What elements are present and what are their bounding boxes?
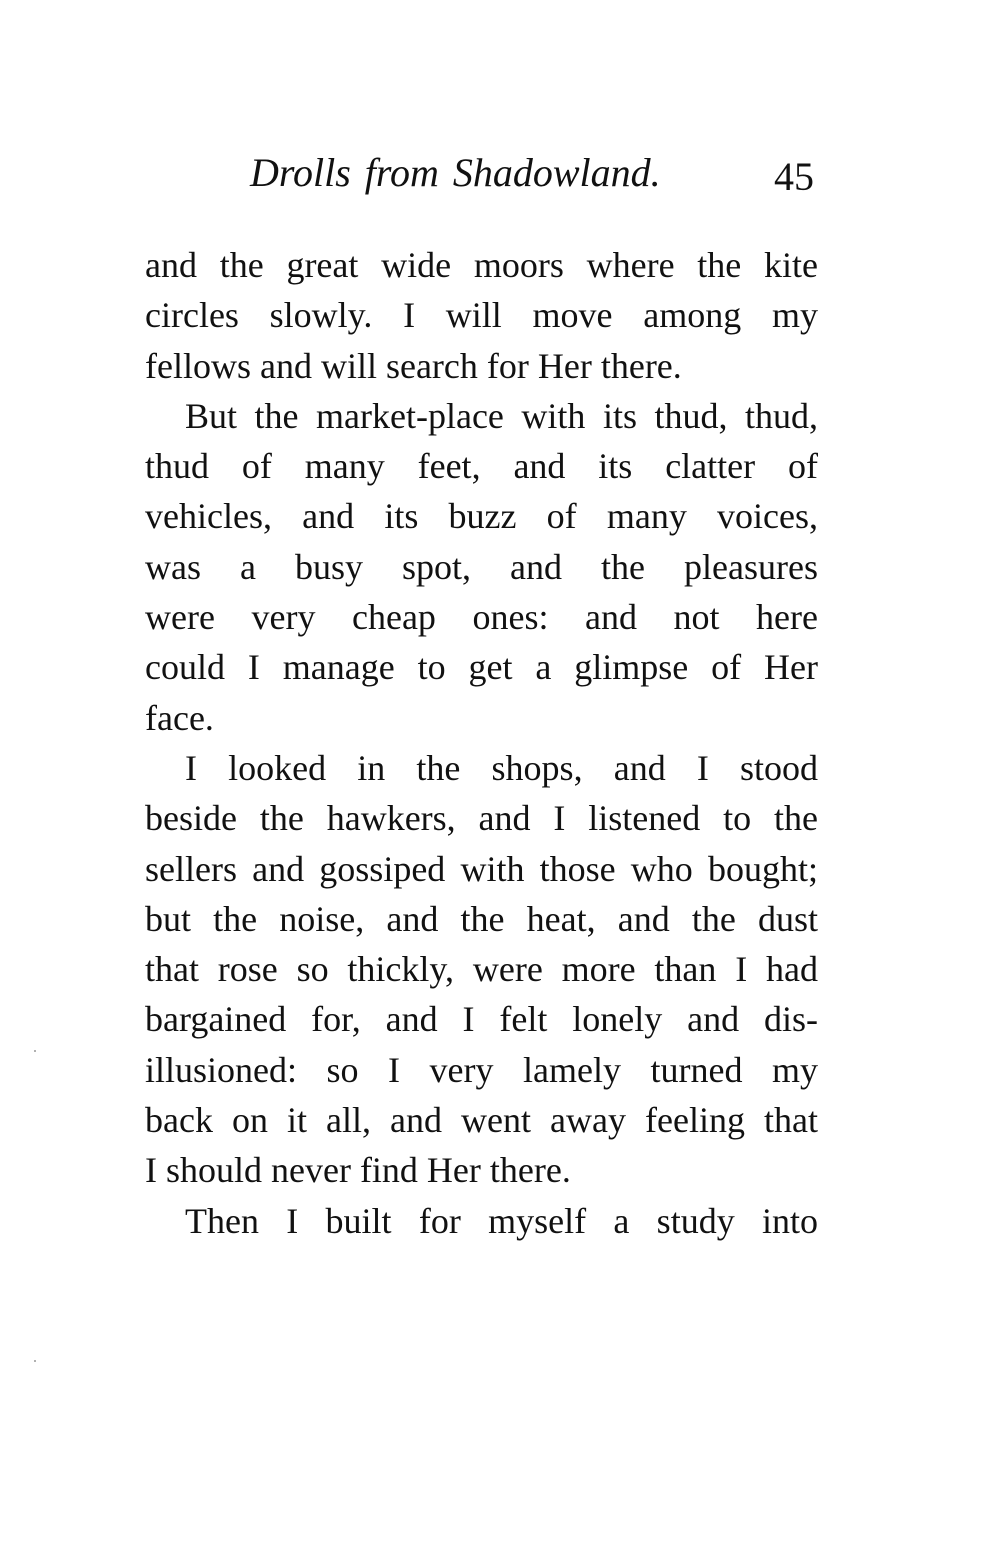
text-line: could I manage to get a glimpse of Her (145, 647, 818, 688)
text-line: beside the hawkers, and I listened to the (145, 798, 818, 839)
running-title: Drolls from Shadowland. (250, 150, 661, 195)
text-line: circles slowly. I will move among my (145, 295, 818, 336)
text-line: vehicles, and its buzz of many voices, (145, 496, 818, 537)
text-line: were very cheap ones: and not here (145, 597, 818, 638)
text-line: face. (145, 697, 214, 738)
text-line: But the market-place with its thud, thud, (185, 395, 818, 436)
body-text (145, 240, 818, 1246)
text-line: was a busy spot, and the pleasures (145, 546, 818, 587)
text-line: bargained for, and I felt lonely and dis- (145, 999, 818, 1040)
text-line: fellows and will search for Her there. (145, 345, 682, 386)
running-head (145, 148, 820, 208)
text-line: but the noise, and the heat, and the dust (145, 898, 818, 939)
text-line: that rose so thickly, were more than I had (145, 949, 818, 990)
text-line: sellers and gossiped with those who bought; (145, 848, 818, 889)
text-line: I looked in the shops, and I stood (185, 747, 818, 788)
text-line: I should never find Her there. (145, 1150, 571, 1191)
text-line: illusioned: so I very lamely turned my (145, 1049, 818, 1090)
text-line: Then I built for myself a study into (185, 1200, 818, 1241)
text-line: and the great wide moors where the kite (145, 245, 818, 285)
page-number: 45 (774, 154, 814, 199)
scan-speck (34, 1360, 36, 1362)
text-line: thud of many feet, and its clatter of (145, 446, 818, 487)
text-line: back on it all, and went away feeling that (145, 1100, 818, 1141)
scan-speck (34, 1050, 36, 1052)
